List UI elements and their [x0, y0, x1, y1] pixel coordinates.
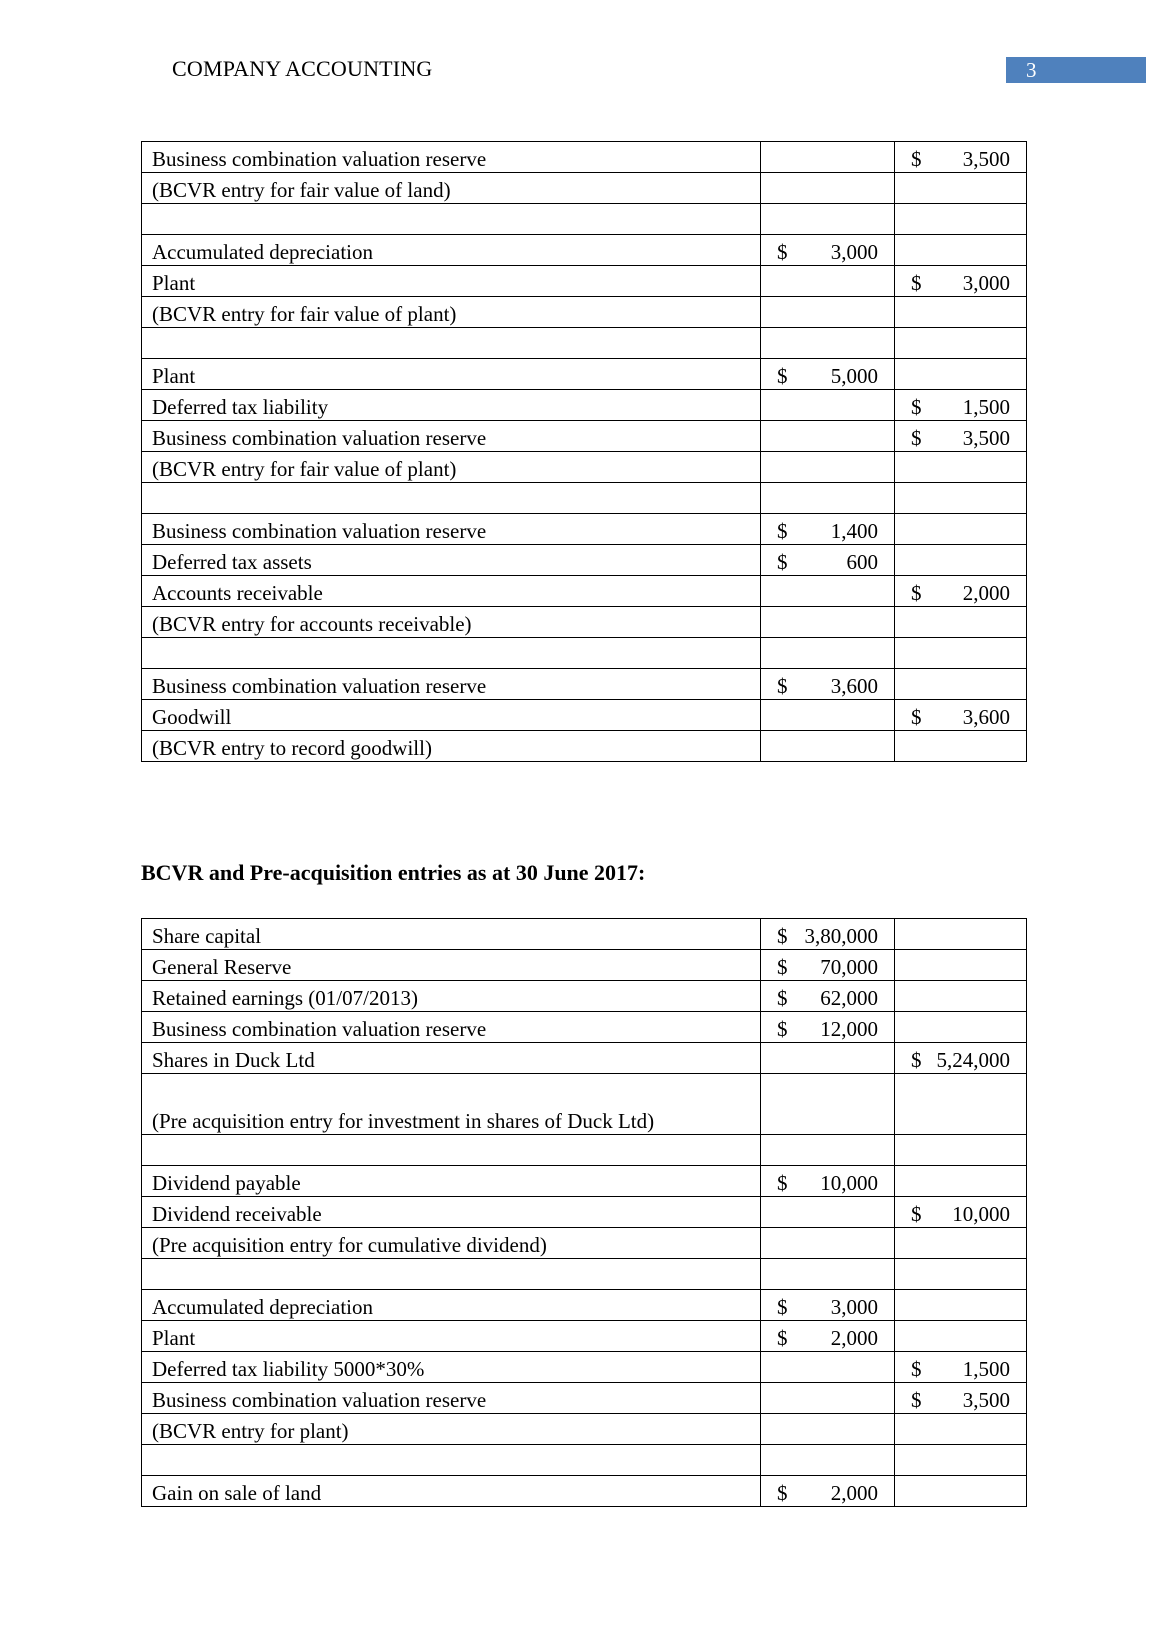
- debit-amount: [761, 1476, 895, 1507]
- account-name: Plant: [142, 1321, 761, 1352]
- debit-amount: [761, 173, 895, 204]
- account-name: Gain on sale of land: [142, 1476, 761, 1507]
- account-name: Share capital: [142, 919, 761, 950]
- account-name: Business combination valuation reserve: [142, 142, 761, 173]
- table-row: [142, 1074, 1027, 1135]
- credit-amount: [895, 950, 1027, 981]
- debit-amount: [761, 297, 895, 328]
- account-name: Plant: [142, 266, 761, 297]
- amount-value: 12,000: [820, 1017, 878, 1041]
- table-row: [142, 731, 1027, 762]
- amount-value: 3,000: [830, 1295, 878, 1319]
- credit-amount: [895, 235, 1027, 266]
- debit-amount: [761, 359, 895, 390]
- account-name: Shares in Duck Ltd: [142, 1043, 761, 1074]
- table-row: [142, 950, 1027, 981]
- debit-amount: [761, 1166, 895, 1197]
- debit-amount: [761, 1259, 895, 1290]
- amount-value: 2,000: [830, 1326, 878, 1350]
- credit-amount: [895, 545, 1027, 576]
- amount-value: 600: [846, 550, 878, 574]
- currency-symbol: $: [911, 1388, 922, 1412]
- table-row: [142, 514, 1027, 545]
- table-row: [142, 669, 1027, 700]
- account-name: Goodwill: [142, 700, 761, 731]
- debit-amount: [761, 1197, 895, 1228]
- currency-symbol: $: [911, 1357, 922, 1381]
- table-row: [142, 1352, 1027, 1383]
- debit-amount: [761, 235, 895, 266]
- credit-amount: [895, 669, 1027, 700]
- currency-symbol: $: [911, 395, 922, 419]
- table-row: [142, 1259, 1027, 1290]
- account-name: [142, 1445, 761, 1476]
- credit-amount: [895, 700, 1027, 731]
- debit-amount: [761, 142, 895, 173]
- table-row: [142, 297, 1027, 328]
- debit-amount: [761, 1135, 895, 1166]
- currency-symbol: $: [777, 1326, 788, 1350]
- debit-amount: [761, 576, 895, 607]
- currency-symbol: $: [777, 924, 788, 948]
- debit-amount: [761, 1321, 895, 1352]
- credit-amount: [895, 297, 1027, 328]
- amount-value: 3,600: [830, 674, 878, 698]
- debit-amount: [761, 1043, 895, 1074]
- amount-value: 3,500: [962, 147, 1010, 171]
- account-name: Dividend receivable: [142, 1197, 761, 1228]
- currency-symbol: $: [911, 147, 922, 171]
- debit-amount: [761, 1352, 895, 1383]
- credit-amount: [895, 1476, 1027, 1507]
- debit-amount: [761, 1290, 895, 1321]
- account-name: General Reserve: [142, 950, 761, 981]
- debit-amount: [761, 1074, 895, 1135]
- account-name: Business combination valuation reserve: [142, 421, 761, 452]
- account-name: Retained earnings (01/07/2013): [142, 981, 761, 1012]
- amount-value: 1,500: [962, 1357, 1010, 1381]
- amount-value: 1,400: [830, 519, 878, 543]
- table-row: [142, 1197, 1027, 1228]
- account-name: (BCVR entry to record goodwill): [142, 731, 761, 762]
- credit-amount: [895, 1414, 1027, 1445]
- currency-symbol: $: [911, 271, 922, 295]
- currency-symbol: $: [777, 519, 788, 543]
- currency-symbol: $: [777, 1295, 788, 1319]
- section-heading: BCVR and Pre-acquisition entries as at 30 June 2017:: [141, 860, 646, 885]
- debit-amount: [761, 919, 895, 950]
- table-row: [142, 1166, 1027, 1197]
- amount-value: 10,000: [820, 1171, 878, 1195]
- table-row: [142, 1228, 1027, 1259]
- credit-amount: [895, 1259, 1027, 1290]
- currency-symbol: $: [777, 1017, 788, 1041]
- account-name: (BCVR entry for plant): [142, 1414, 761, 1445]
- credit-amount: [895, 204, 1027, 235]
- credit-amount: [895, 1321, 1027, 1352]
- account-name: Deferred tax liability 5000*30%: [142, 1352, 761, 1383]
- journal-table-pre-acquisition: [141, 918, 1027, 1507]
- amount-value: 3,80,000: [804, 924, 878, 948]
- credit-amount: [895, 173, 1027, 204]
- debit-amount: [761, 514, 895, 545]
- account-name: Accumulated depreciation: [142, 1290, 761, 1321]
- credit-amount: [895, 452, 1027, 483]
- table-row: [142, 545, 1027, 576]
- table-row: [142, 359, 1027, 390]
- debit-amount: [761, 981, 895, 1012]
- account-name: Business combination valuation reserve: [142, 669, 761, 700]
- account-name: [142, 483, 761, 514]
- credit-amount: [895, 576, 1027, 607]
- amount-value: 70,000: [820, 955, 878, 979]
- credit-amount: [895, 1043, 1027, 1074]
- document-title: COMPANY ACCOUNTING: [172, 56, 433, 81]
- table-row: [142, 1135, 1027, 1166]
- table-row: [142, 1043, 1027, 1074]
- debit-amount: [761, 328, 895, 359]
- account-name: Business combination valuation reserve: [142, 1012, 761, 1043]
- table-row: [142, 919, 1027, 950]
- account-name: Plant: [142, 359, 761, 390]
- debit-amount: [761, 452, 895, 483]
- table-row: [142, 204, 1027, 235]
- amount-value: 5,000: [830, 364, 878, 388]
- table-row: [142, 390, 1027, 421]
- currency-symbol: $: [777, 674, 788, 698]
- table-row: [142, 142, 1027, 173]
- debit-amount: [761, 1383, 895, 1414]
- table-row: [142, 483, 1027, 514]
- debit-amount: [761, 700, 895, 731]
- currency-symbol: $: [777, 955, 788, 979]
- credit-amount: [895, 1445, 1027, 1476]
- table-row: [142, 607, 1027, 638]
- amount-value: 5,24,000: [936, 1048, 1010, 1072]
- table-row: [142, 1012, 1027, 1043]
- debit-amount: [761, 607, 895, 638]
- currency-symbol: $: [777, 1481, 788, 1505]
- currency-symbol: $: [911, 581, 922, 605]
- table-row: [142, 266, 1027, 297]
- credit-amount: [895, 1290, 1027, 1321]
- currency-symbol: $: [777, 986, 788, 1010]
- credit-amount: [895, 359, 1027, 390]
- amount-value: 2,000: [830, 1481, 878, 1505]
- credit-amount: [895, 981, 1027, 1012]
- page-number: 3: [1006, 57, 1146, 83]
- credit-amount: [895, 1228, 1027, 1259]
- amount-value: 10,000: [952, 1202, 1010, 1226]
- credit-amount: [895, 638, 1027, 669]
- credit-amount: [895, 483, 1027, 514]
- amount-value: 2,000: [962, 581, 1010, 605]
- account-name: [142, 1135, 761, 1166]
- credit-amount: [895, 328, 1027, 359]
- debit-amount: [761, 1445, 895, 1476]
- credit-amount: [895, 514, 1027, 545]
- account-name: [142, 204, 761, 235]
- table-row: [142, 700, 1027, 731]
- account-name: Dividend payable: [142, 1166, 761, 1197]
- currency-symbol: $: [777, 550, 788, 574]
- table-row: [142, 638, 1027, 669]
- table-row: [142, 235, 1027, 266]
- table-row: [142, 1414, 1027, 1445]
- account-name: Business combination valuation reserve: [142, 514, 761, 545]
- account-name: Deferred tax assets: [142, 545, 761, 576]
- credit-amount: [895, 1135, 1027, 1166]
- account-name: (BCVR entry for fair value of plant): [142, 452, 761, 483]
- amount-value: 3,600: [962, 705, 1010, 729]
- currency-symbol: $: [911, 426, 922, 450]
- debit-amount: [761, 731, 895, 762]
- credit-amount: [895, 1352, 1027, 1383]
- credit-amount: [895, 731, 1027, 762]
- credit-amount: [895, 142, 1027, 173]
- table-row: [142, 1321, 1027, 1352]
- table-row: [142, 421, 1027, 452]
- currency-symbol: $: [911, 705, 922, 729]
- credit-amount: [895, 607, 1027, 638]
- table-row: [142, 173, 1027, 204]
- debit-amount: [761, 545, 895, 576]
- debit-amount: [761, 1414, 895, 1445]
- debit-amount: [761, 638, 895, 669]
- account-name: (BCVR entry for fair value of plant): [142, 297, 761, 328]
- account-name: Accounts receivable: [142, 576, 761, 607]
- table-row: [142, 576, 1027, 607]
- amount-value: 3,500: [962, 426, 1010, 450]
- account-name: (BCVR entry for fair value of land): [142, 173, 761, 204]
- credit-amount: [895, 1012, 1027, 1043]
- journal-table-bcvr: [141, 141, 1027, 762]
- account-name: Accumulated depreciation: [142, 235, 761, 266]
- debit-amount: [761, 483, 895, 514]
- currency-symbol: $: [911, 1048, 922, 1072]
- currency-symbol: $: [777, 240, 788, 264]
- credit-amount: [895, 266, 1027, 297]
- debit-amount: [761, 1012, 895, 1043]
- table-row: [142, 1383, 1027, 1414]
- credit-amount: [895, 1197, 1027, 1228]
- amount-value: 1,500: [962, 395, 1010, 419]
- credit-amount: [895, 421, 1027, 452]
- currency-symbol: $: [911, 1202, 922, 1226]
- account-name: [142, 328, 761, 359]
- amount-value: 3,000: [830, 240, 878, 264]
- account-name: (BCVR entry for accounts receivable): [142, 607, 761, 638]
- account-name: [142, 1259, 761, 1290]
- currency-symbol: $: [777, 1171, 788, 1195]
- credit-amount: [895, 1383, 1027, 1414]
- debit-amount: [761, 950, 895, 981]
- debit-amount: [761, 1228, 895, 1259]
- table-row: [142, 452, 1027, 483]
- debit-amount: [761, 266, 895, 297]
- table-row: [142, 1445, 1027, 1476]
- table-row: [142, 981, 1027, 1012]
- amount-value: 3,000: [962, 271, 1010, 295]
- table-row: [142, 1476, 1027, 1507]
- credit-amount: [895, 1166, 1027, 1197]
- table-row: [142, 328, 1027, 359]
- account-name: (Pre acquisition entry for investment in shares of Duck Ltd): [142, 1074, 761, 1135]
- amount-value: 3,500: [962, 1388, 1010, 1412]
- amount-value: 62,000: [820, 986, 878, 1010]
- debit-amount: [761, 390, 895, 421]
- account-name: Business combination valuation reserve: [142, 1383, 761, 1414]
- table-row: [142, 1290, 1027, 1321]
- currency-symbol: $: [777, 364, 788, 388]
- debit-amount: [761, 669, 895, 700]
- debit-amount: [761, 204, 895, 235]
- credit-amount: [895, 919, 1027, 950]
- account-name: [142, 638, 761, 669]
- account-name: Deferred tax liability: [142, 390, 761, 421]
- credit-amount: [895, 1074, 1027, 1135]
- debit-amount: [761, 421, 895, 452]
- account-name: (Pre acquisition entry for cumulative dividend): [142, 1228, 761, 1259]
- credit-amount: [895, 390, 1027, 421]
